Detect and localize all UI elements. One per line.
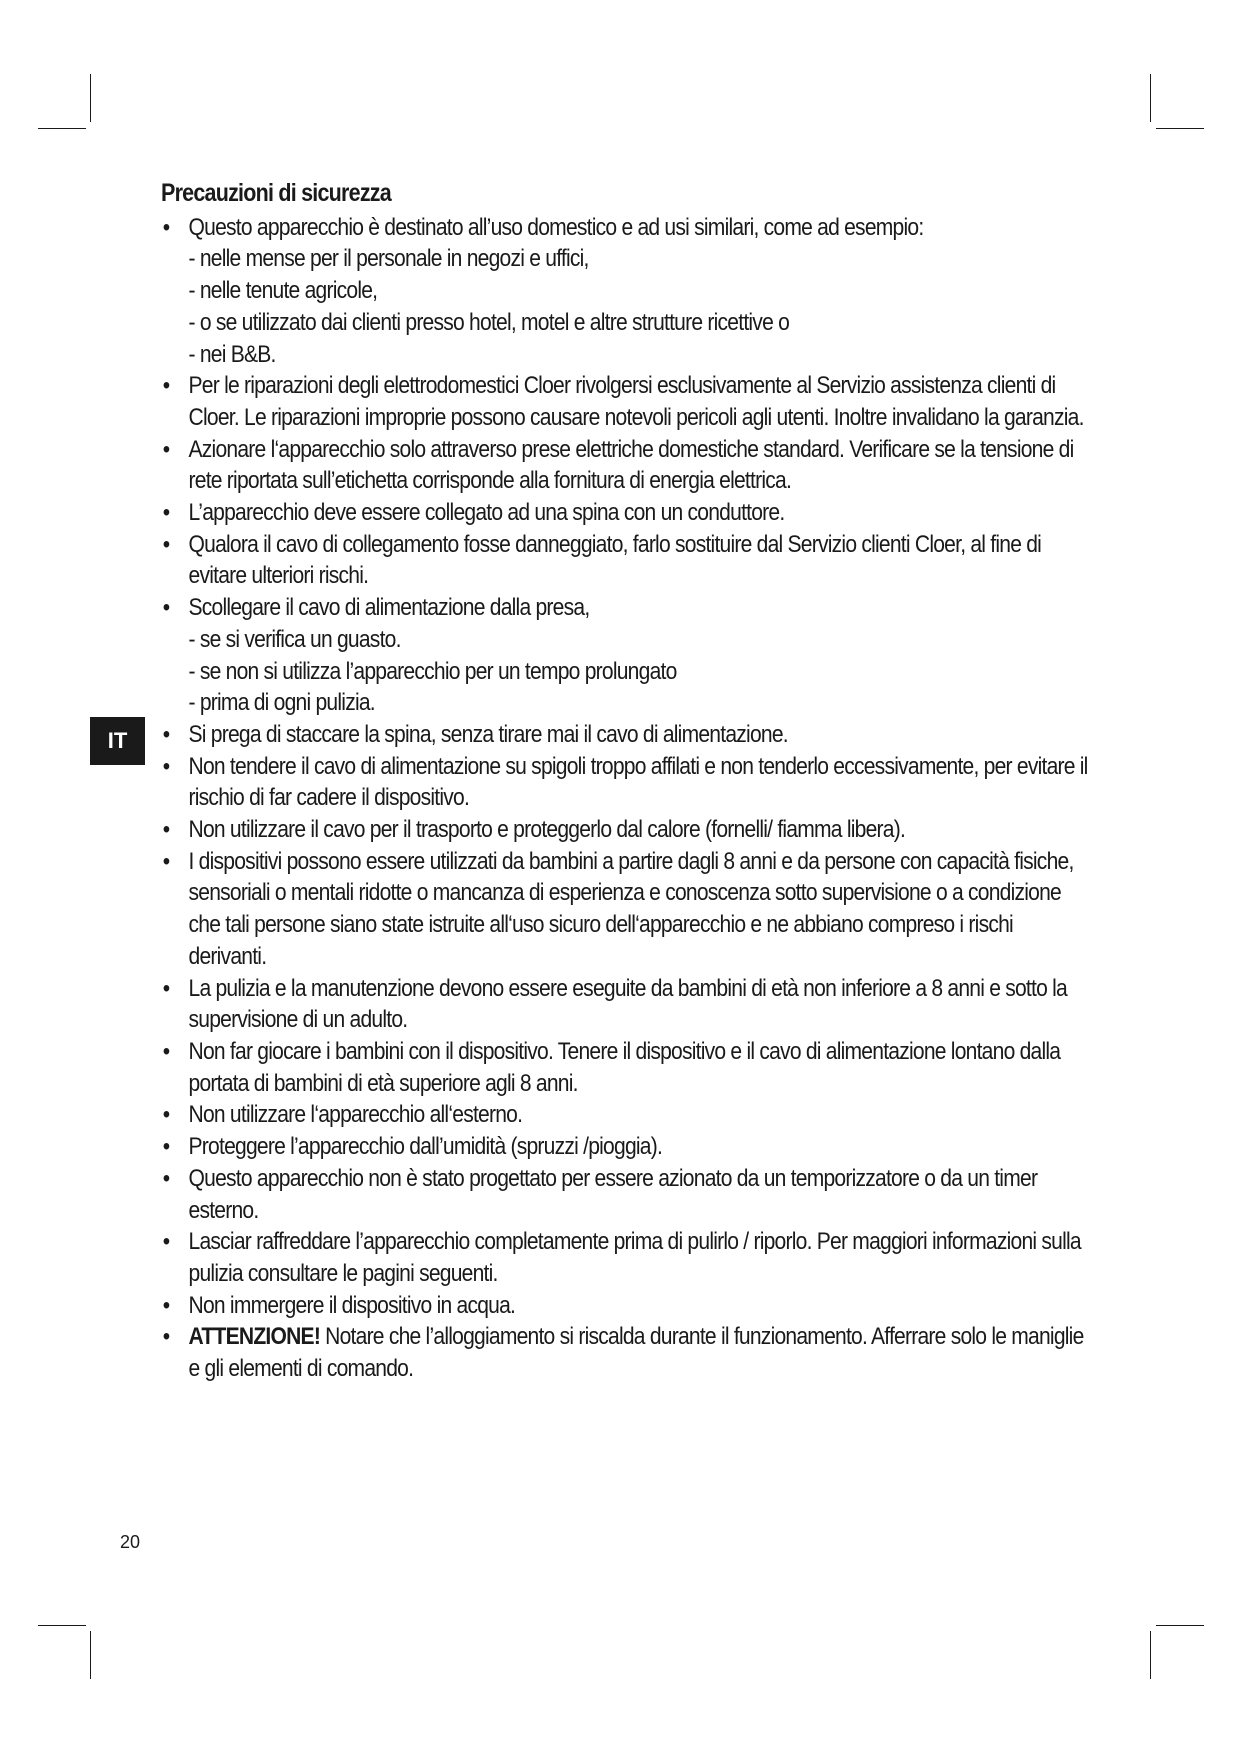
list-item: [161, 1163, 1090, 1226]
sub-list-item: - nelle tenute agricole,: [188, 277, 378, 305]
bullet-icon: •: [162, 1037, 170, 1065]
crop-mark-bottom-left-h: [38, 1625, 86, 1626]
list-item: [161, 1131, 1090, 1163]
list-item: [161, 212, 1090, 371]
sub-list: [189, 243, 1090, 370]
list-item-text: Non immergere il dispositivo in acqua.: [188, 1291, 516, 1319]
list-item-text: Non tendere il cavo di alimentazione su spigoli troppo affilati e non tenderlo eccessivamente, per evitare il rischio di far cadere il dispositivo.: [188, 752, 1088, 812]
list-item-text: Azionare l‘apparecchio solo attraverso prese elettriche domestiche standard. Verificare se la tensione di rete riportata sull’etichetta corrisponde alla fornitura di energia elettrica.: [188, 435, 1074, 495]
bullet-icon: •: [162, 435, 170, 463]
sub-list-item: - nelle mense per il personale in negozi e uffici,: [188, 245, 589, 273]
safety-list: [161, 212, 1090, 1385]
list-item-text: Per le riparazioni degli elettrodomestici Cloer rivolgersi esclusivamente al Servizio assistenza clienti di Cloer. Le riparazioni improprie possono causare notevoli pericoli agli utenti. Inoltre invalidano la garanzia.: [188, 372, 1084, 431]
bullet-icon: •: [162, 213, 170, 241]
crop-mark-top-right-v: [1150, 74, 1151, 122]
list-item-text: La pulizia e la manutenzione devono essere eseguite da bambini di età non inferiore a 8 anni e sotto la supervisione di un adulto.: [188, 974, 1067, 1034]
bullet-icon: •: [162, 752, 170, 780]
bullet-icon: •: [162, 1323, 170, 1351]
bullet-icon: •: [162, 1164, 170, 1192]
list-item: [161, 497, 1090, 529]
bullet-icon: •: [162, 816, 170, 844]
list-item: [161, 719, 1090, 751]
language-tab: [90, 717, 145, 765]
list-item-text: Questo apparecchio è destinato all’uso domestico e ad usi similari, come ad esempio:: [188, 213, 924, 241]
list-item: [161, 370, 1090, 433]
sub-list-item: - nei B&B.: [188, 340, 276, 368]
crop-mark-top-right-h: [1156, 128, 1204, 129]
bullet-icon: •: [162, 499, 170, 527]
safety-section: [161, 178, 1090, 1385]
list-item: [161, 529, 1090, 592]
list-item-text: Proteggere l’apparecchio dall’umidità (spruzzi /pioggia).: [188, 1133, 663, 1161]
list-item-text: I dispositivi possono essere utilizzati da bambini a partire dagli 8 anni e da persone con capacità fisiche, sensoriali o mentali ridotte o mancanza di esperienza e conoscenza sotto supervisione o a condizione che tali persone siano state istruite all‘uso sicuro dell‘apparecchio e ne abbiano compreso i rischi derivanti.: [188, 847, 1074, 970]
list-item-text: L’apparecchio deve essere collegato ad una spina con un conduttore.: [188, 499, 785, 527]
crop-mark-bottom-right-h: [1156, 1625, 1204, 1626]
sub-list-item: - o se utilizzato dai clienti presso hotel, motel e altre strutture ricettive o: [188, 308, 790, 336]
sub-list-item: - se non si utilizza l’apparecchio per un tempo prolungato: [188, 657, 677, 685]
list-item-text: Notare che l’alloggiamento si riscalda durante il funzionamento. Afferrare solo le maniglie e gli elementi di comando.: [188, 1323, 1084, 1383]
sub-list: [189, 624, 1090, 719]
sub-list-item: - prima di ogni pulizia.: [188, 689, 375, 717]
list-item: [161, 1099, 1090, 1131]
bullet-icon: •: [162, 1101, 170, 1129]
bullet-icon: •: [162, 1228, 170, 1256]
bullet-icon: •: [162, 594, 170, 622]
list-item-text: Lasciar raffreddare l’apparecchio completamente prima di pulirlo / riporlo. Per maggiori informazioni sulla pulizia consultare le pagini seguenti.: [188, 1228, 1081, 1287]
list-item: [161, 814, 1090, 846]
list-item-text: Non utilizzare il cavo per il trasporto e proteggerlo dal calore (fornelli/ fiamma libera).: [188, 816, 906, 844]
list-item: [161, 1036, 1090, 1099]
sub-list-item: - se si verifica un guasto.: [188, 625, 401, 653]
crop-mark-bottom-right-v: [1150, 1631, 1151, 1679]
list-item-text: Questo apparecchio non è stato progettato per essere azionato da un temporizzatore o da un timer esterno.: [188, 1164, 1038, 1224]
list-item-text: Non far giocare i bambini con il dispositivo. Tenere il dispositivo e il cavo di alimentazione lontano dalla portata di bambini di età superiore agli 8 anni.: [188, 1037, 1061, 1097]
list-item: [161, 1226, 1090, 1289]
bullet-icon: •: [162, 372, 170, 400]
bullet-icon: •: [162, 720, 170, 748]
crop-mark-bottom-left-v: [90, 1631, 91, 1679]
list-item-text: Si prega di staccare la spina, senza tirare mai il cavo di alimentazione.: [188, 720, 788, 748]
list-item: [161, 973, 1090, 1036]
list-item: [161, 751, 1090, 814]
section-heading: Precauzioni di sicurezza: [161, 179, 391, 207]
bullet-icon: •: [162, 530, 170, 558]
crop-mark-top-left-v: [90, 74, 91, 122]
bullet-icon: •: [162, 1133, 170, 1161]
bullet-icon: •: [162, 847, 170, 875]
list-item-text: Qualora il cavo di collegamento fosse danneggiato, farlo sostituire dal Servizio clienti Cloer, al fine di evitare ulteriori rischi.: [188, 530, 1042, 590]
list-item: [161, 592, 1090, 719]
list-item: [161, 846, 1090, 973]
list-item-text: Scollegare il cavo di alimentazione dalla presa,: [188, 594, 590, 622]
warning-label: ATTENZIONE!: [188, 1323, 321, 1351]
bullet-icon: •: [162, 1291, 170, 1319]
language-tab-label: IT: [107, 728, 128, 753]
list-item: [161, 1321, 1090, 1384]
list-item: [161, 434, 1090, 497]
crop-mark-top-left-h: [38, 128, 86, 129]
bullet-icon: •: [162, 974, 170, 1002]
page-number: 20: [120, 1532, 141, 1552]
list-item-text: Non utilizzare l‘apparecchio all‘esterno.: [188, 1101, 523, 1129]
list-item: [161, 1290, 1090, 1322]
